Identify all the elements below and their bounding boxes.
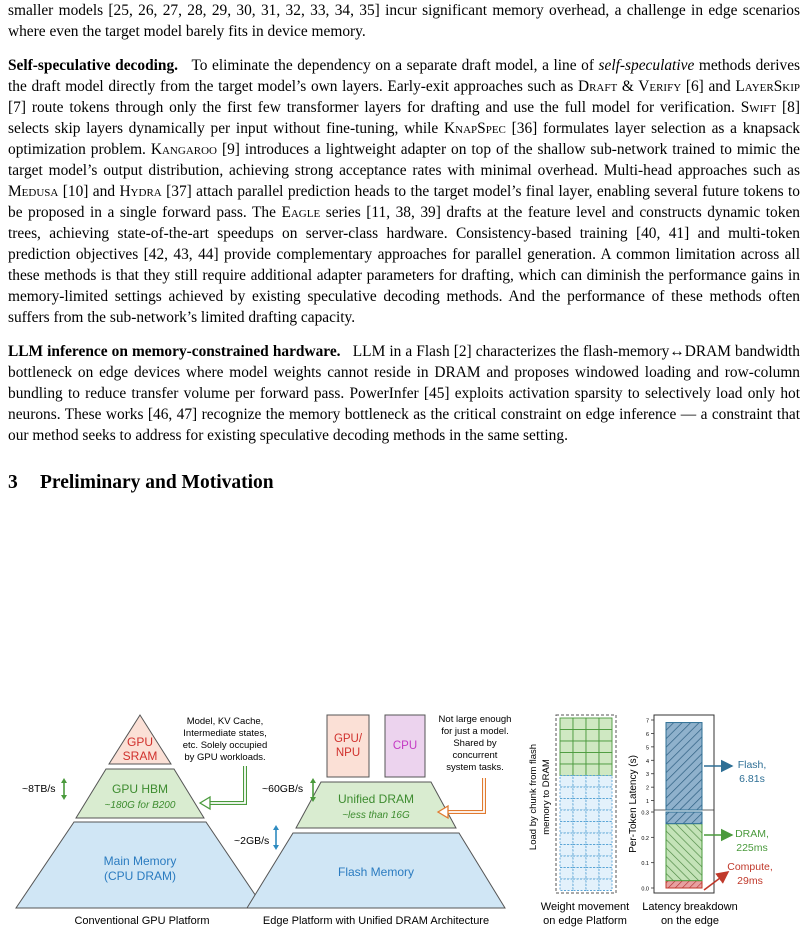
gpu-sram-label-2: SRAM bbox=[122, 749, 158, 763]
weight-chunk bbox=[586, 845, 599, 857]
latency-y-axis-label: Per-Token Latency (s) bbox=[628, 755, 639, 853]
y-tick-label: 0.0 bbox=[641, 886, 649, 893]
weight-chunk bbox=[573, 776, 586, 788]
dram-callout-2: 225ms bbox=[736, 842, 768, 854]
weight-chunk bbox=[599, 868, 612, 880]
weight-chunk bbox=[560, 845, 573, 857]
y-tick-label: 5 bbox=[645, 745, 649, 752]
weight-chunk bbox=[560, 810, 573, 822]
bar-dram bbox=[666, 824, 702, 881]
y-tick-label: 4 bbox=[645, 758, 649, 765]
self-spec-s4: [7] route tokens through only the first few transformer layers for drafting and use the full model for verification. bbox=[8, 99, 735, 116]
gpu-note-line-4: by GPU workloads. bbox=[184, 752, 266, 763]
weight-chunk bbox=[599, 776, 612, 788]
latency-ticks bbox=[641, 719, 654, 893]
swift-name: Swift bbox=[740, 99, 777, 116]
weight-chunk bbox=[599, 753, 612, 765]
self-spec-s2: methods derives the draft model directly from the target model’s own layers. Early-exit approaches such as bbox=[8, 57, 801, 95]
edge-note-line-1: Not large enough bbox=[438, 714, 512, 725]
latency-caption-2: on the edge bbox=[660, 915, 720, 927]
weight-chunk bbox=[573, 718, 586, 730]
self-spec-s10: series [11, 38, 39] drafts at the feature level and constructs dynamic token trees, achieving state-of-the-art speedups on server-class hardware. Consistency-based training [40, 41] and multi-token prediction objectives [42, 43, 44] provide complementary approaches for parallel generation. A common limitation across all these methods is that they still require additional adapter parameters for drafting, which can diminish the performance gains in memory-limited settings achieved by existing speculative decoding methods. And the performance of these methods often suffers from the sub-network’s limited drafting capacity. bbox=[8, 204, 800, 326]
gpu-sram-label-1: GPU bbox=[126, 735, 154, 749]
weight-chunk bbox=[586, 822, 599, 834]
hydra-name: Hydra bbox=[119, 183, 162, 200]
weight-chunk bbox=[599, 787, 612, 799]
self-spec-heading: Self-speculative decoding. bbox=[8, 57, 179, 74]
llm-inference-paragraph bbox=[8, 341, 800, 446]
weight-chunk bbox=[573, 764, 586, 776]
weight-chunk bbox=[573, 753, 586, 765]
weight-chunk bbox=[586, 787, 599, 799]
weight-chunk bbox=[573, 822, 586, 834]
llm-inf-heading: LLM inference on memory-constrained hardware. bbox=[8, 343, 341, 360]
weight-chunk bbox=[586, 799, 599, 811]
weight-chunk bbox=[573, 787, 586, 799]
weight-caption-1: Weight movement bbox=[540, 901, 630, 913]
self-spec-s9: [37] attach parallel prediction heads to the target model’s final layer, enabling several future tokens to be proposed in a single forward pass. The bbox=[8, 183, 800, 221]
weight-chunk bbox=[599, 810, 612, 822]
weight-chunk bbox=[560, 730, 573, 742]
y-tick-label: 6 bbox=[645, 731, 649, 738]
kangaroo-name: Kangaroo bbox=[150, 141, 217, 158]
weight-movement-panel bbox=[528, 715, 629, 927]
weight-chunk bbox=[599, 845, 612, 857]
weight-chunk bbox=[586, 810, 599, 822]
flash-callout-1: Flash, bbox=[737, 759, 767, 771]
weight-chunk bbox=[560, 753, 573, 765]
memory-hierarchy-figure bbox=[0, 700, 808, 929]
flash-callout-2: 6.81s bbox=[739, 773, 765, 785]
main-memory-label-2: (CPU DRAM) bbox=[104, 869, 176, 883]
weight-chunk bbox=[573, 730, 586, 742]
weight-chunk bbox=[560, 787, 573, 799]
weight-chunk bbox=[560, 879, 573, 891]
edge-panel-caption: Edge Platform with Unified DRAM Architecture bbox=[262, 915, 490, 927]
weight-chunk bbox=[586, 753, 599, 765]
gpu-npu-box bbox=[327, 715, 369, 777]
weight-chunk bbox=[560, 868, 573, 880]
self-spec-s5: [8] selects skip layers dynamically per input without fine-tuning, while bbox=[8, 99, 800, 137]
edge-note-arrow bbox=[446, 778, 484, 812]
self-speculative-paragraph bbox=[8, 55, 800, 328]
bar-compute bbox=[666, 881, 702, 888]
weight-chunk bbox=[586, 718, 599, 730]
dram-callout-1: DRAM, bbox=[735, 828, 769, 840]
weight-chunk bbox=[560, 856, 573, 868]
weight-vlabel-1: Load by chunk from flash bbox=[528, 743, 539, 851]
intro-tail-paragraph: smaller models [25, 26, 27, 28, 29, 30, 31, 32, 33, 34, 35] incur significant memory overhead, a challenge in edge scenarios where even the target model barely fits in device memory. bbox=[8, 2, 800, 40]
gpu-npu-label-2: NPU bbox=[335, 747, 361, 759]
latency-bars bbox=[666, 723, 702, 888]
bar-flash bbox=[666, 723, 702, 810]
weight-chunk bbox=[599, 764, 612, 776]
weight-chunk bbox=[586, 856, 599, 868]
self-spec-italic: self-speculative bbox=[598, 57, 695, 74]
weight-chunk bbox=[560, 822, 573, 834]
weight-chunk bbox=[560, 799, 573, 811]
weight-chunk bbox=[599, 718, 612, 730]
y-tick-label: 2 bbox=[645, 785, 649, 792]
weight-chunk bbox=[573, 799, 586, 811]
gpu-note-arrow bbox=[208, 766, 245, 803]
edge-dram-bandwidth-label: ~60GB/s bbox=[262, 783, 304, 795]
layerskip-name: LayerSkip bbox=[735, 78, 800, 95]
weight-chunk bbox=[586, 833, 599, 845]
edge-note-line-4: concurrent bbox=[452, 750, 498, 761]
bar-flash-lower bbox=[666, 812, 702, 824]
self-spec-s6: [36] formulates layer selection as a knapsack optimization problem. bbox=[8, 120, 801, 158]
unified-dram-sublabel: ~less than 16G bbox=[342, 810, 410, 821]
self-spec-s7: [9] introduces a lightweight adapter on top of the shallow sub-network trained to mimic the target model’s output distribution, achieving strong acceptance rates with minimal overhead. Multi-head approaches such as bbox=[8, 141, 800, 179]
y-tick-label: 0.1 bbox=[641, 861, 649, 868]
gpu-note-line-3: etc. Solely occupied bbox=[182, 740, 268, 751]
weight-caption-2: on edge Platform bbox=[543, 915, 627, 927]
weight-chunk-grid bbox=[560, 718, 612, 891]
edge-note-line-5: system tasks. bbox=[446, 762, 504, 773]
weight-chunk bbox=[573, 810, 586, 822]
draft-verify-name: Draft & Verify bbox=[577, 78, 682, 95]
section-number: 3 bbox=[8, 472, 18, 493]
y-tick-label: 3 bbox=[645, 772, 649, 779]
edge-flash-bandwidth-label: ~2GB/s bbox=[234, 835, 270, 847]
weight-chunk bbox=[560, 833, 573, 845]
weight-chunk bbox=[586, 741, 599, 753]
gpu-note-line-2: Intermediate states, bbox=[183, 728, 267, 739]
edge-note-line-3: Shared by bbox=[453, 738, 497, 749]
unified-dram-label: Unified DRAM bbox=[337, 792, 415, 806]
weight-chunk bbox=[560, 776, 573, 788]
weight-chunk bbox=[599, 833, 612, 845]
gpu-hbm-label: GPU HBM bbox=[111, 782, 169, 796]
weight-chunk bbox=[599, 856, 612, 868]
y-tick-label: 1 bbox=[645, 799, 649, 806]
weight-chunk bbox=[573, 741, 586, 753]
weight-chunk bbox=[560, 718, 573, 730]
weight-chunk bbox=[586, 868, 599, 880]
knapspec-name: KnapSpec bbox=[444, 120, 506, 137]
compute-callout-1: Compute, bbox=[727, 861, 773, 873]
self-spec-s3: [6] and bbox=[685, 78, 731, 95]
y-tick-label: 0.2 bbox=[641, 835, 649, 842]
self-spec-s8: [10] and bbox=[62, 183, 116, 200]
latency-panel bbox=[628, 715, 773, 927]
weight-chunk bbox=[599, 799, 612, 811]
section-heading bbox=[8, 470, 800, 496]
weight-chunk bbox=[599, 741, 612, 753]
llm-inf-body: LLM in a Flash [2] characterizes the flash-memory↔DRAM bandwidth bottleneck on edge devices where model weights cannot reside in DRAM and proposes windowed loading and row-column bundling to reduce transfer volume per forward pass. PowerInfer [45] exploits activation sparsity to selectively load only hot neurons. These works [46, 47] recognize the memory bottleneck as the critical constraint on edge inference — a constraint that our method seeks to address for existing speculative decoding methods in the same setting. bbox=[8, 343, 801, 444]
weight-chunk bbox=[599, 879, 612, 891]
weight-chunk bbox=[599, 730, 612, 742]
weight-chunk bbox=[586, 730, 599, 742]
gpu-platform-panel bbox=[16, 715, 270, 927]
y-tick-label: 7 bbox=[645, 718, 649, 725]
weight-chunk bbox=[573, 868, 586, 880]
weight-chunk bbox=[573, 879, 586, 891]
weight-chunk bbox=[586, 776, 599, 788]
gpu-note-line-1: Model, KV Cache, bbox=[186, 716, 264, 727]
gpu-hbm-sublabel: ~180G for B200 bbox=[104, 800, 176, 811]
weight-chunk bbox=[573, 845, 586, 857]
weight-chunk bbox=[586, 879, 599, 891]
section-title: Preliminary and Motivation bbox=[40, 472, 274, 493]
flash-memory-label: Flash Memory bbox=[337, 865, 415, 879]
gpu-panel-caption: Conventional GPU Platform bbox=[74, 915, 210, 927]
weight-chunk bbox=[573, 856, 586, 868]
weight-vlabel-2: memory to DRAM bbox=[541, 759, 552, 835]
weight-chunk bbox=[599, 822, 612, 834]
edge-note-line-2: for just a model. bbox=[441, 726, 509, 737]
gpu-bandwidth-label: ~8TB/s bbox=[22, 783, 56, 795]
weight-chunk bbox=[573, 833, 586, 845]
latency-caption-1: Latency breakdown bbox=[642, 901, 738, 913]
main-memory-label-1: Main Memory bbox=[103, 854, 177, 868]
y-tick-label: 0.3 bbox=[641, 810, 649, 817]
gpu-npu-label-1: GPU/ bbox=[333, 733, 363, 745]
eagle-name: Eagle bbox=[281, 204, 321, 221]
cpu-label: CPU bbox=[392, 740, 418, 752]
paper-page bbox=[8, 0, 800, 496]
medusa-name: Medusa bbox=[8, 183, 59, 200]
edge-platform-panel bbox=[234, 714, 511, 927]
weight-chunk bbox=[560, 764, 573, 776]
weight-chunk bbox=[586, 764, 599, 776]
weight-chunk bbox=[560, 741, 573, 753]
self-spec-s1: To eliminate the dependency on a separate draft model, a line of bbox=[191, 57, 594, 74]
compute-callout-2: 29ms bbox=[737, 875, 763, 887]
